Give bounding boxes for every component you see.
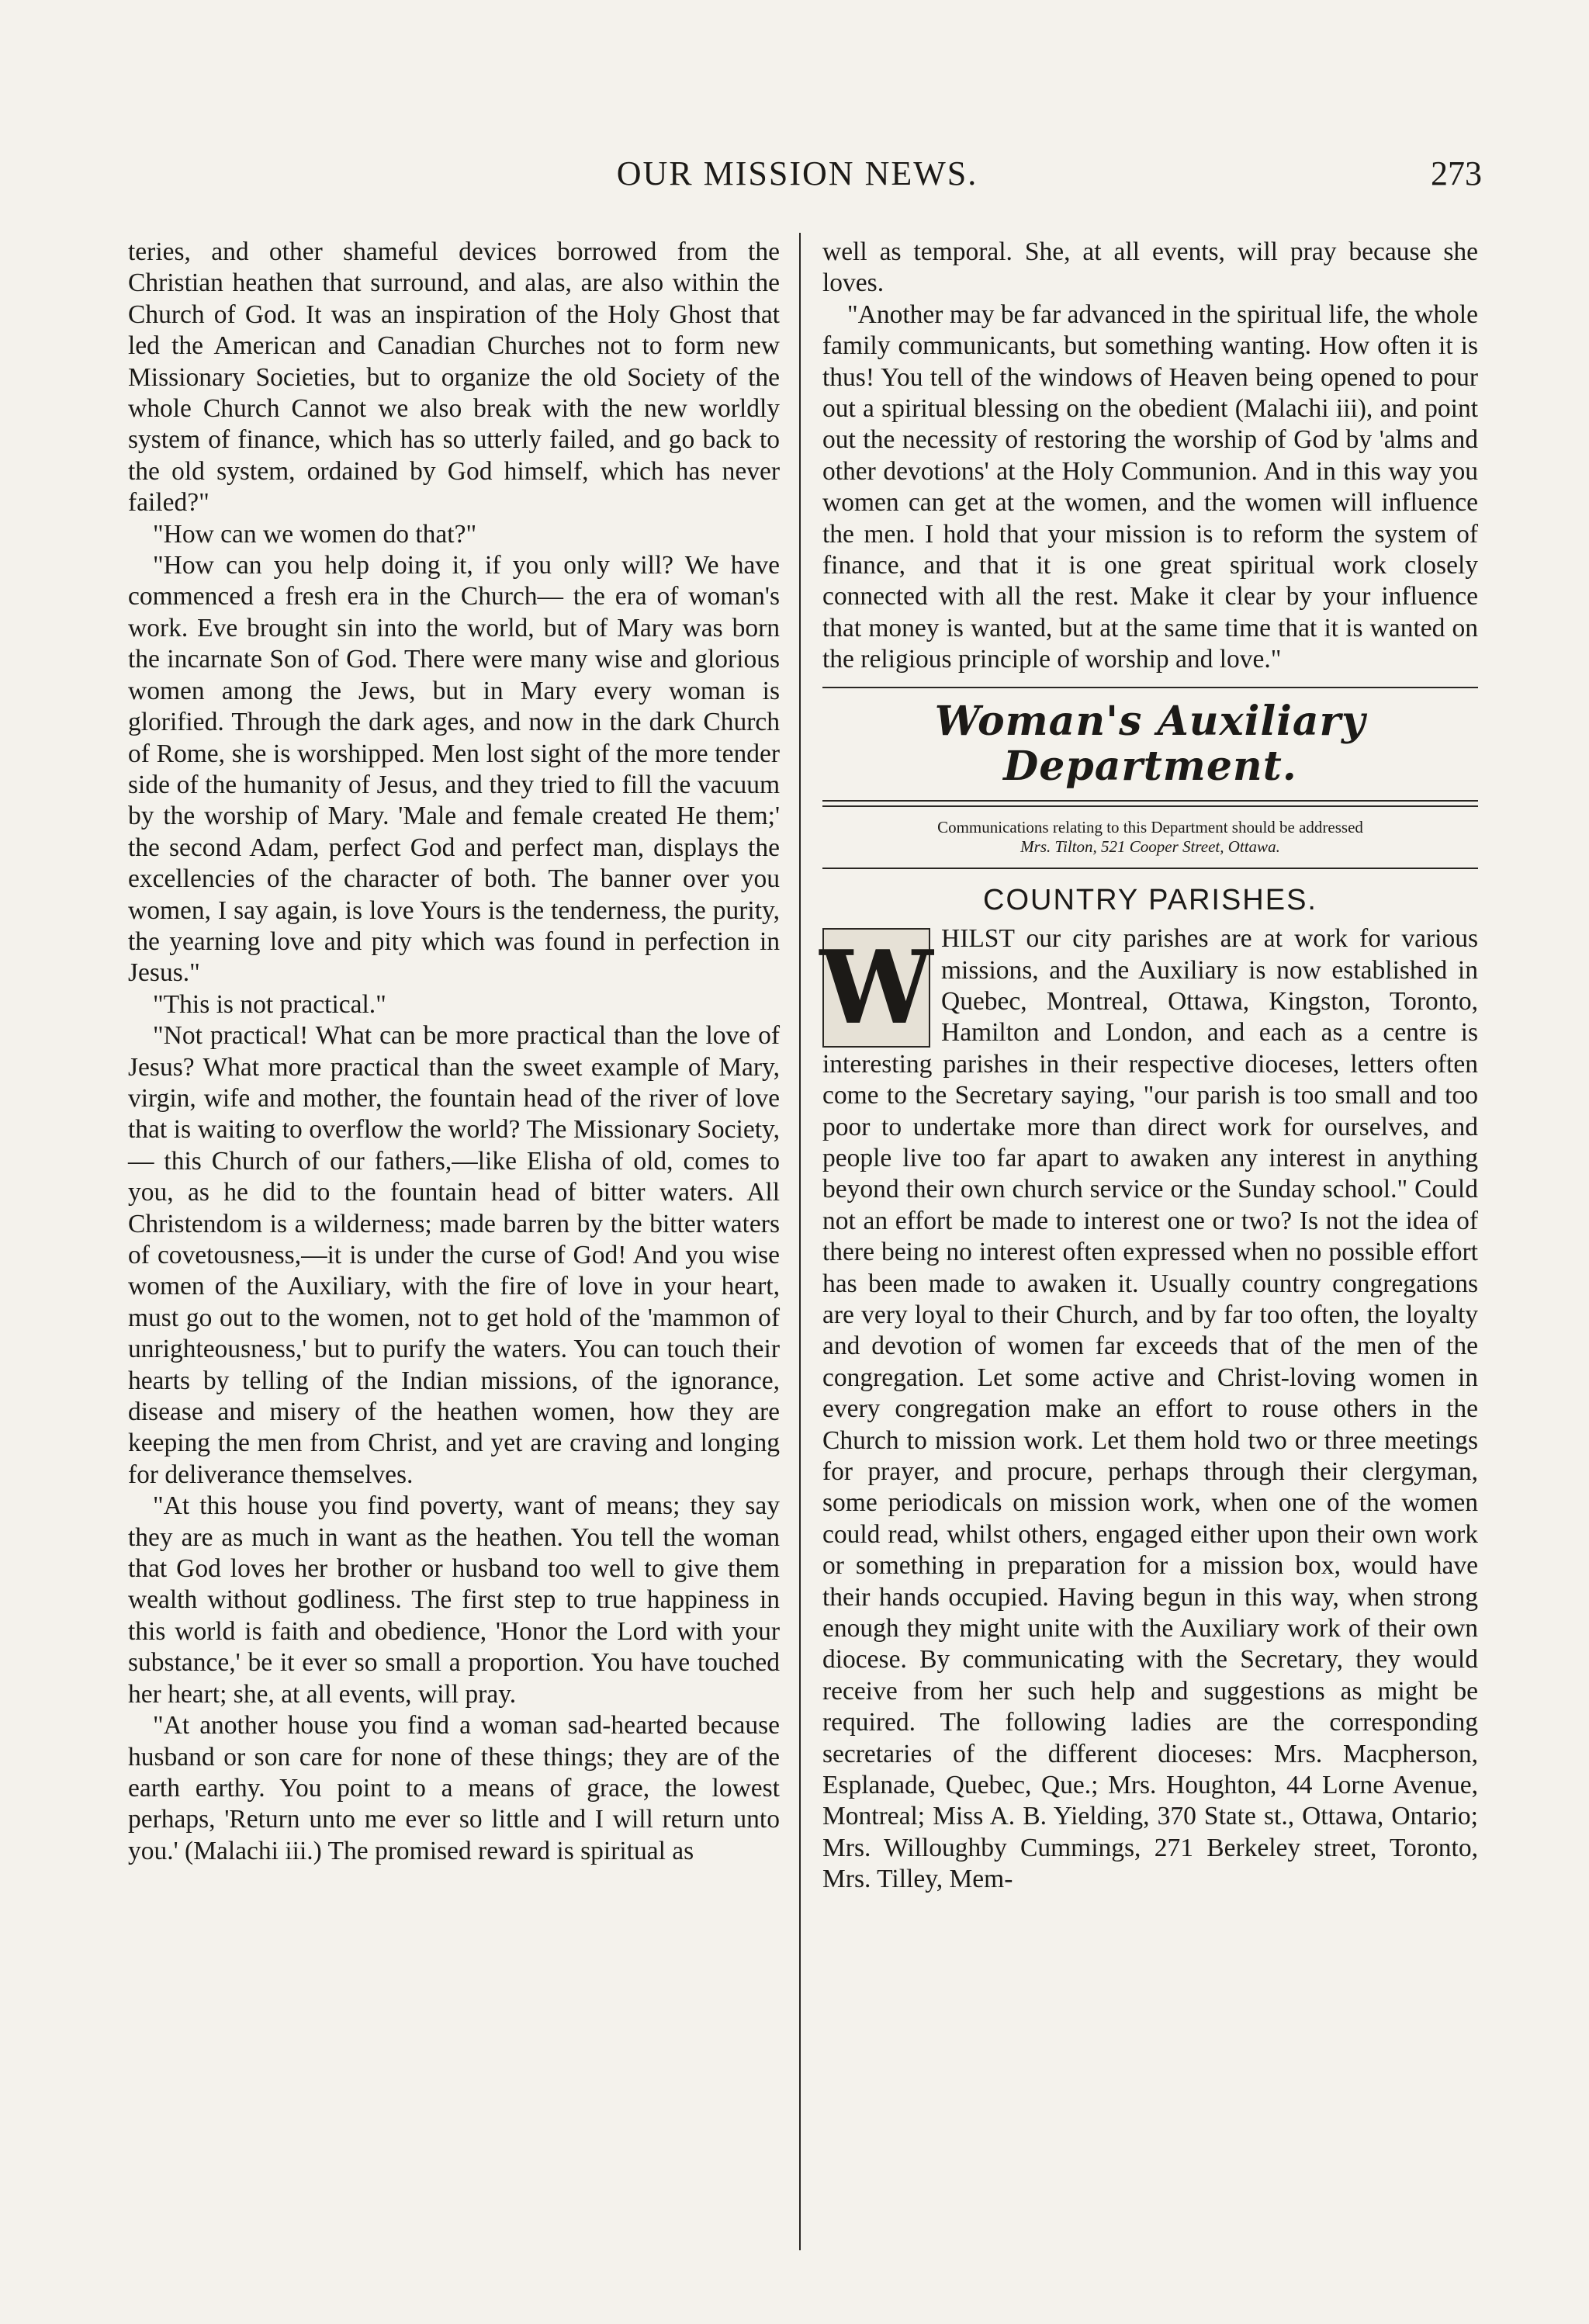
department-note	[822, 818, 1478, 857]
left-column	[128, 237, 780, 1867]
article-body	[819, 923, 1478, 1896]
section-divider	[822, 687, 1478, 688]
decorated-initial-w: W	[819, 928, 933, 1048]
right-column	[819, 237, 1478, 1896]
paragraph: "How can we women do that?"	[153, 519, 477, 549]
column-divider	[799, 233, 801, 2250]
paragraph: "At another house you find a woman sad-hearted because husband or son care for none of these things; they are of the earth earthy. You point to a means of grace, the lowest perhaps, 'Return unto me ever so little and I will return unto you.' (Malachi iii.) The promised reward is spiritual as	[128, 1711, 780, 1865]
running-head	[113, 154, 1482, 200]
department-note-address: Mrs. Tilton, 521 Cooper Street, Ottawa.	[1020, 836, 1280, 856]
department-note-line: Communications relating to this Department should be addressed	[937, 817, 1363, 836]
paragraph: "At this house you find poverty, want of means; they say they are as much in want as the heathen. You tell the woman that God loves her brother or husband too well to give them wealth without godliness. The first step to true happiness in this world is faith and obedience, 'Honor the Lord with your substance,' be it ever so small a proportion. You have touched her heart; she, at all events, will pray.	[128, 1491, 780, 1709]
paragraph: "Another may be far advanced in the spiritual life, the whole family communicants, but something wanting. How often it is thus! You tell of the windows of Heaven being opened to pour out a spiritual blessing on the obedient (Malachi iii), and point out the necessity of restoring the worship of God by 'alms and other devotions' at the Holy Communion. And in this way you women can get at the women, and the women will influence the men. I hold that your mission is to reform the system of finance, and that it is one great spiritual work closely connected with all the rest. Make it clear by your influence that money is wanted, but at the same time that it is wanted on the religious principle of worship and love."	[822, 300, 1478, 674]
double-rule	[822, 800, 1478, 807]
note-divider	[822, 868, 1478, 869]
page-number: 273	[1431, 154, 1482, 192]
paragraph: "Not practical! What can be more practical than the love of Jesus? What more practical than the sweet example of Mary, virgin, wife and mother, the fountain head of the river of love that is waiting to overflow the world? The Missionary Society,— this Church of our fathers,—like Elisha of old, comes to you, as he did to the fountain head of bitter waters. All Christendom is a wilderness; made barren by the bitter waters of covetousness,—it is under the curse of God! And you wise women of the Auxiliary, with the fire of love in your heart, must go out to the women, not to get hold of the 'mammon of unrighteousness,' but to purify the waters. You can touch their hearts by telling of the Indian missions, of the ignorance, disease and misery of the heathen women, how they are keeping the men from Christ, and yet are craving and longing for deliverance themselves.	[128, 1021, 780, 1489]
department-heading: Woman's Auxiliary Department.	[934, 697, 1366, 790]
paragraph: teries, and other shameful devices borrowed from the Christian heathen that surround, and alas, are also within the Church of God. It was an inspiration of the Holy Ghost that led the American and Canadian Churches not to form new Missionary Societies, but to organize the old Society of the whole Church Cannot we also break with the new worldly system of finance, which has so utterly failed, and go back to the old system, ordained by God himself, which has never failed?"	[128, 237, 780, 518]
paragraph: "This is not practical."	[153, 989, 386, 1019]
article-text: HILST our city parishes are at work for various missions, and the Auxiliary is now established in Quebec, Montreal, Ottawa, Kingston, Toronto, Hamilton and London, and each as a centre is interesting parishes in their respective dioceses, letters often come to the Secretary saying, "our parish is too small and too poor to undertake more than direct work for ourselves, and people live too far apart to awaken any interest in anything beyond their own church service or the Sunday school." Could not an effort be made to interest one or two? Is not the idea of there being no interest often expressed when no possible effort has been made to awaken it. Usually country congregations are very loyal to their Church, and by far too often, the loyalty and devotion of women far exceeds that of the men of the congregation. Let some active and Christ-loving women in every congregation make an effort to rouse others in the Church to mission work. Let them hold two or three meetings for prayer, and procure, perhaps through their clergyman, some periodicals on mission work, when one of the women could read, whilst others, engaged either upon their own work or something in preparation for a mission box, would have their hands occupied. Having begun in this way, when strong enough they might unite with the Auxiliary work of their own diocese. By communicating with the Secretary, they would receive from her such help and suggestions as might be required. The following ladies are the corresponding secretaries of the different dioceses: Mrs. Macpherson, Esplanade, Quebec, Que.; Mrs. Houghton, 44 Lorne Avenue, Montreal; Miss A. B. Yielding, 370 State st., Ottawa, Ontario; Mrs. Willoughby Cummings, 271 Berkeley street, Toronto, Mrs. Tilley, Mem-	[822, 924, 1478, 1894]
section-title: COUNTRY PARISHES.	[983, 883, 1317, 916]
paragraph: "How can you help doing it, if you only will? We have commenced a fresh era in the Church— the era of woman's work. Eve brought sin into the world, but of Mary was born the incarnate Son of God. There were many wise and glorious women among the Jews, but in Mary every woman is glorified. Through the dark ages, and now in the dark Church of Rome, she is worshipped. Men lost sight of the more tender side of the humanity of Jesus, and they tried to fill the vacuum by the worship of Mary. 'Male and female created He them;' the second Adam, perfect God and perfect man, displays the excellencies of the character of both. The banner over you women, I say again, is love Yours is the tenderness, the purity, the yearning love and pity which was found in perfection in Jesus."	[128, 551, 780, 988]
paragraph: well as temporal. She, at all events, will pray because she loves.	[822, 237, 1478, 298]
running-title: OUR MISSION NEWS.	[616, 154, 978, 192]
